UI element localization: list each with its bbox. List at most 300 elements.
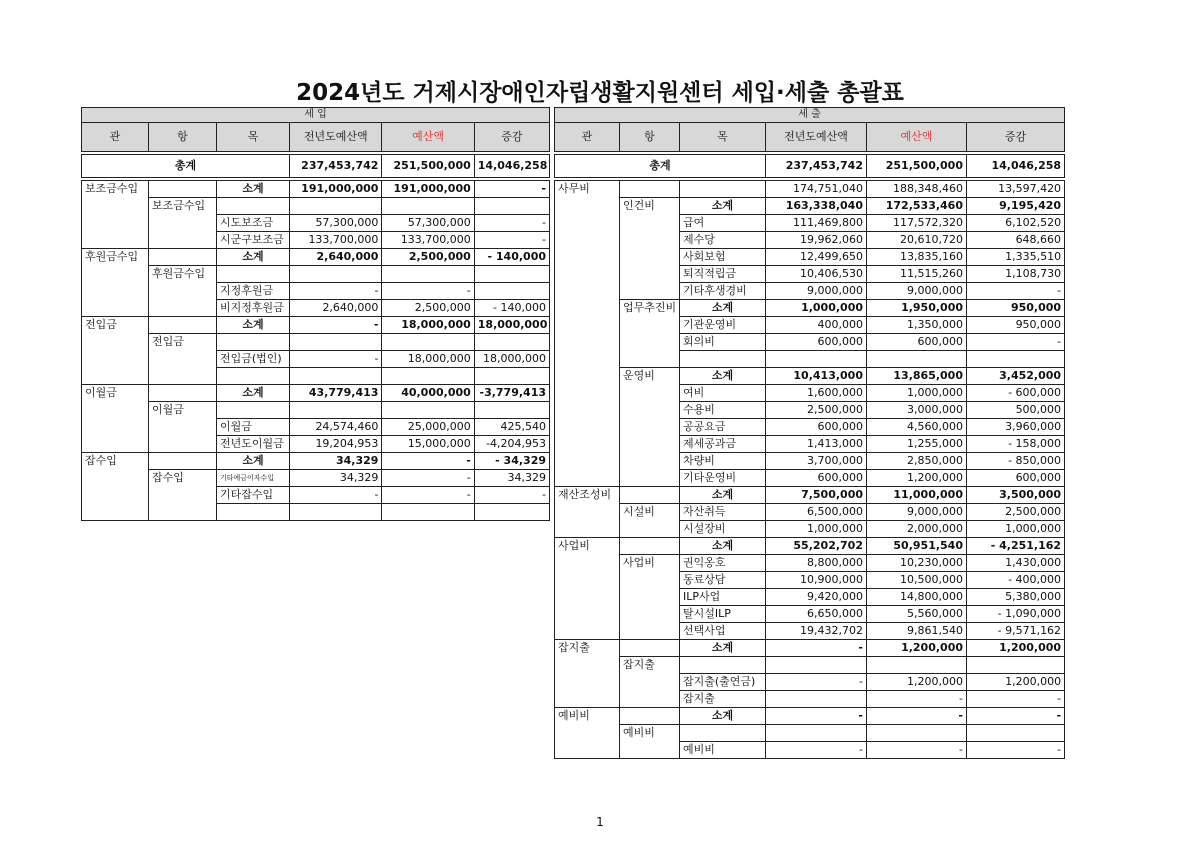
cell-mok: 전년도이월금 [216, 436, 289, 453]
cell-prev: 19,962,060 [766, 232, 867, 249]
table-row [82, 317, 550, 334]
cell-budget: 14,800,000 [867, 589, 967, 606]
cell-budget: - [867, 691, 967, 708]
table-row [82, 385, 550, 402]
cell-hang: 인건비 [620, 198, 680, 300]
cell-diff: - 400,000 [967, 572, 1065, 589]
cell-mok: 예비비 [680, 742, 766, 759]
cell-hang: 예비비 [620, 725, 680, 759]
cell-prev [290, 266, 382, 283]
table-row [82, 453, 550, 470]
cell-budget: 2,500,000 [382, 249, 474, 266]
cell-mok: 공공요금 [680, 419, 766, 436]
cell-prev: 600,000 [766, 419, 867, 436]
cell-budget: 117,572,320 [867, 215, 967, 232]
cell-gwan: 잡수입 [82, 453, 149, 521]
cell-budget: 2,850,000 [867, 453, 967, 470]
cell-mok [680, 725, 766, 742]
column-header: 목 [216, 123, 289, 152]
cell-prev [766, 725, 867, 742]
column-header: 예산액 [382, 123, 474, 152]
cell-prev: 1,600,000 [766, 385, 867, 402]
total-diff: 14,046,258 [967, 155, 1065, 178]
cell-mok [216, 368, 289, 385]
column-header: 항 [620, 123, 680, 152]
cell-budget: 25,000,000 [382, 419, 474, 436]
total-prev: 237,453,742 [290, 155, 382, 178]
cell-prev: 6,500,000 [766, 504, 867, 521]
cell-gwan: 이월금 [82, 385, 149, 453]
cell-hang: 전입금 [148, 334, 216, 385]
column-header: 증감 [474, 123, 549, 152]
cell-diff: -3,779,413 [474, 385, 549, 402]
cell-mok: 소계 [216, 317, 289, 334]
cell-prev: 1,000,000 [766, 300, 867, 317]
cell-diff: - [474, 181, 549, 198]
cell-mok: 소계 [680, 708, 766, 725]
cell-diff [474, 198, 549, 215]
cell-prev: 3,700,000 [766, 453, 867, 470]
cell-gwan: 사업비 [555, 538, 620, 640]
cell-mok [216, 266, 289, 283]
cell-prev [290, 368, 382, 385]
cell-budget: 9,861,540 [867, 623, 967, 640]
cell-hang: 잡지출 [620, 657, 680, 708]
cell-diff: - 4,251,162 [967, 538, 1065, 555]
table-row [555, 368, 1065, 385]
cell-diff: 425,540 [474, 419, 549, 436]
total-budget: 251,500,000 [867, 155, 967, 178]
cell-hang: 업무추진비 [620, 300, 680, 368]
income-table [81, 107, 550, 521]
cell-budget: 1,200,000 [867, 640, 967, 657]
cell-prev: - [766, 708, 867, 725]
column-header: 전년도예산액 [290, 123, 382, 152]
cell-prev: 133,700,000 [290, 232, 382, 249]
cell-diff: - 140,000 [474, 249, 549, 266]
cell-diff [967, 657, 1065, 674]
cell-budget: 11,515,260 [867, 266, 967, 283]
cell-diff: -4,204,953 [474, 436, 549, 453]
cell-budget: 4,560,000 [867, 419, 967, 436]
cell-diff: - 850,000 [967, 453, 1065, 470]
cell-prev: - [290, 283, 382, 300]
total-budget: 251,500,000 [382, 155, 474, 178]
cell-mok: ILP사업 [680, 589, 766, 606]
cell-mok: 여비 [680, 385, 766, 402]
cell-prev [290, 198, 382, 215]
table-row [555, 504, 1065, 521]
table-row [82, 266, 550, 283]
table-row [82, 470, 550, 487]
cell-prev: 10,406,530 [766, 266, 867, 283]
cell-hang [620, 181, 680, 198]
cell-prev: 2,500,000 [766, 402, 867, 419]
cell-budget [382, 504, 474, 521]
cell-prev [766, 691, 867, 708]
cell-diff: 2,500,000 [967, 504, 1065, 521]
cell-prev: 9,000,000 [766, 283, 867, 300]
table-row [82, 334, 550, 351]
cell-mok: 급여 [680, 215, 766, 232]
cell-mok: 비지정후원금 [216, 300, 289, 317]
cell-diff: 950,000 [967, 317, 1065, 334]
cell-budget [867, 351, 967, 368]
cell-budget: 18,000,000 [382, 351, 474, 368]
cell-budget [382, 334, 474, 351]
cell-budget [382, 266, 474, 283]
cell-hang: 후원금수입 [148, 266, 216, 317]
cell-diff: 13,597,420 [967, 181, 1065, 198]
cell-diff: 500,000 [967, 402, 1065, 419]
cell-prev: - [766, 674, 867, 691]
cell-mok: 기타예금이자수입 [216, 470, 289, 487]
cell-hang [620, 487, 680, 504]
cell-mok: 자산취득 [680, 504, 766, 521]
cell-budget: 191,000,000 [382, 181, 474, 198]
cell-budget: 1,000,000 [867, 385, 967, 402]
cell-mok [216, 504, 289, 521]
cell-diff: - [967, 708, 1065, 725]
cell-gwan: 후원금수입 [82, 249, 149, 317]
cell-diff: - 1,090,000 [967, 606, 1065, 623]
cell-hang [148, 385, 216, 402]
column-header: 증감 [967, 123, 1065, 152]
cell-hang: 사업비 [620, 555, 680, 640]
cell-budget: 188,348,460 [867, 181, 967, 198]
cell-diff: 1,000,000 [967, 521, 1065, 538]
cell-budget: 11,000,000 [867, 487, 967, 504]
cell-diff: - [967, 742, 1065, 759]
cell-mok: 제세공과금 [680, 436, 766, 453]
cell-budget: 50,951,540 [867, 538, 967, 555]
cell-budget: 5,560,000 [867, 606, 967, 623]
cell-mok [680, 351, 766, 368]
total-row [555, 155, 1065, 178]
cell-prev: 400,000 [766, 317, 867, 334]
section-label: 세 출 [555, 108, 1065, 123]
cell-prev: 1,413,000 [766, 436, 867, 453]
cell-diff [474, 283, 549, 300]
cell-diff: 3,452,000 [967, 368, 1065, 385]
cell-diff [967, 351, 1065, 368]
table-row [555, 300, 1065, 317]
cell-hang [148, 181, 216, 198]
cell-prev: 10,413,000 [766, 368, 867, 385]
cell-mok: 소계 [216, 385, 289, 402]
cell-prev: 34,329 [290, 453, 382, 470]
cell-mok [216, 334, 289, 351]
cell-prev: 43,779,413 [290, 385, 382, 402]
cell-prev: - [290, 317, 382, 334]
cell-mok: 기관운영비 [680, 317, 766, 334]
table-row [555, 657, 1065, 674]
cell-budget: - [382, 453, 474, 470]
cell-hang: 보조금수입 [148, 198, 216, 249]
cell-diff: 5,380,000 [967, 589, 1065, 606]
cell-budget: 20,610,720 [867, 232, 967, 249]
expense-table [554, 107, 1065, 759]
cell-budget [867, 657, 967, 674]
cell-gwan: 예비비 [555, 708, 620, 759]
cell-budget: 57,300,000 [382, 215, 474, 232]
cell-diff: 6,102,520 [967, 215, 1065, 232]
cell-budget: 13,835,160 [867, 249, 967, 266]
cell-mok: 기타후생경비 [680, 283, 766, 300]
cell-hang [620, 640, 680, 657]
cell-budget: 18,000,000 [382, 317, 474, 334]
cell-prev: 2,640,000 [290, 249, 382, 266]
cell-mok [216, 198, 289, 215]
column-header: 목 [680, 123, 766, 152]
cell-prev [766, 351, 867, 368]
cell-budget [867, 725, 967, 742]
cell-budget: - [382, 487, 474, 504]
cell-prev: 10,900,000 [766, 572, 867, 589]
cell-mok: 수용비 [680, 402, 766, 419]
cell-prev: 1,000,000 [766, 521, 867, 538]
cell-budget: 2,000,000 [867, 521, 967, 538]
column-header-row [82, 123, 550, 152]
cell-budget [382, 198, 474, 215]
cell-prev: 174,751,040 [766, 181, 867, 198]
section-label: 세 입 [82, 108, 550, 123]
section-header-row [555, 108, 1065, 123]
cell-budget: 1,200,000 [867, 470, 967, 487]
cell-prev: - [290, 487, 382, 504]
cell-diff: 3,960,000 [967, 419, 1065, 436]
cell-diff: 18,000,000 [474, 317, 549, 334]
cell-prev [290, 334, 382, 351]
cell-diff: - 34,329 [474, 453, 549, 470]
cell-prev: 7,500,000 [766, 487, 867, 504]
cell-mok: 지정후원금 [216, 283, 289, 300]
cell-hang [620, 708, 680, 725]
cell-gwan: 재산조성비 [555, 487, 620, 538]
cell-mok [216, 402, 289, 419]
cell-hang [148, 249, 216, 266]
cell-diff [474, 368, 549, 385]
cell-mok: 소계 [680, 487, 766, 504]
cell-prev: 19,204,953 [290, 436, 382, 453]
cell-prev: 191,000,000 [290, 181, 382, 198]
cell-prev [290, 504, 382, 521]
cell-diff: - [474, 232, 549, 249]
cell-mok: 소계 [680, 538, 766, 555]
cell-mok: 탈시설ILP [680, 606, 766, 623]
cell-diff [967, 725, 1065, 742]
column-header: 관 [555, 123, 620, 152]
cell-mok: 사회보험 [680, 249, 766, 266]
cell-budget: 172,533,460 [867, 198, 967, 215]
cell-diff: 1,108,730 [967, 266, 1065, 283]
cell-prev: 8,800,000 [766, 555, 867, 572]
cell-diff: 3,500,000 [967, 487, 1065, 504]
cell-diff: - 600,000 [967, 385, 1065, 402]
cell-diff: 648,660 [967, 232, 1065, 249]
table-row [82, 402, 550, 419]
cell-prev [766, 657, 867, 674]
column-header-row [555, 123, 1065, 152]
cell-prev: 19,432,702 [766, 623, 867, 640]
cell-gwan: 전입금 [82, 317, 149, 385]
cell-diff: 1,335,510 [967, 249, 1065, 266]
table-row [82, 249, 550, 266]
cell-mok: 회의비 [680, 334, 766, 351]
cell-gwan: 잡지출 [555, 640, 620, 708]
cell-diff: 950,000 [967, 300, 1065, 317]
cell-diff: - 158,000 [967, 436, 1065, 453]
cell-budget: 9,000,000 [867, 504, 967, 521]
cell-prev: 57,300,000 [290, 215, 382, 232]
cell-diff: 9,195,420 [967, 198, 1065, 215]
cell-prev: 111,469,800 [766, 215, 867, 232]
total-diff: 14,046,258 [474, 155, 549, 178]
cell-gwan: 사무비 [555, 181, 620, 487]
cell-diff [474, 266, 549, 283]
cell-hang [148, 453, 216, 470]
column-header: 전년도예산액 [766, 123, 867, 152]
cell-mok: 잡지출 [680, 691, 766, 708]
cell-hang: 시설비 [620, 504, 680, 538]
table-row [555, 555, 1065, 572]
cell-budget: 133,700,000 [382, 232, 474, 249]
cell-hang [620, 538, 680, 555]
cell-diff: - [967, 283, 1065, 300]
total-label: 총계 [82, 155, 290, 178]
cell-mok: 선택사업 [680, 623, 766, 640]
cell-diff [474, 334, 549, 351]
cell-prev: 9,420,000 [766, 589, 867, 606]
cell-budget: 10,500,000 [867, 572, 967, 589]
cell-budget: - [867, 708, 967, 725]
table-row [555, 640, 1065, 657]
cell-mok: 소계 [680, 368, 766, 385]
cell-prev: 24,574,460 [290, 419, 382, 436]
cell-mok [680, 181, 766, 198]
cell-prev: - [290, 351, 382, 368]
cell-budget: 1,200,000 [867, 674, 967, 691]
cell-mok: 소계 [680, 300, 766, 317]
cell-diff: 600,000 [967, 470, 1065, 487]
cell-mok: 기타잡수입 [216, 487, 289, 504]
cell-mok: 차량비 [680, 453, 766, 470]
cell-diff: - 140,000 [474, 300, 549, 317]
cell-budget: 40,000,000 [382, 385, 474, 402]
cell-budget: - [867, 742, 967, 759]
table-row [555, 487, 1065, 504]
cell-mok: 동료상담 [680, 572, 766, 589]
cell-mok: 제수당 [680, 232, 766, 249]
table-row [555, 181, 1065, 198]
cell-gwan: 보조금수입 [82, 181, 149, 249]
cell-prev: 12,499,650 [766, 249, 867, 266]
cell-diff: 18,000,000 [474, 351, 549, 368]
cell-mok: 소계 [216, 181, 289, 198]
cell-mok: 소계 [216, 249, 289, 266]
cell-budget: - [382, 470, 474, 487]
cell-hang: 운영비 [620, 368, 680, 487]
cell-prev: 163,338,040 [766, 198, 867, 215]
page-title: 2024년도 거제시장애인자립생활지원센터 세입·세출 총괄표 [296, 80, 904, 106]
cell-prev: 6,650,000 [766, 606, 867, 623]
cell-mok: 시설장비 [680, 521, 766, 538]
cell-budget: 1,950,000 [867, 300, 967, 317]
cell-budget [382, 402, 474, 419]
cell-budget [382, 368, 474, 385]
cell-diff: - [967, 691, 1065, 708]
cell-budget: 2,500,000 [382, 300, 474, 317]
cell-hang: 잡수입 [148, 470, 216, 521]
cell-mok: 전입금(법인) [216, 351, 289, 368]
column-header: 예산액 [867, 123, 967, 152]
total-label: 총계 [555, 155, 766, 178]
cell-budget: 600,000 [867, 334, 967, 351]
total-row [82, 155, 550, 178]
column-header: 항 [148, 123, 216, 152]
cell-diff: 34,329 [474, 470, 549, 487]
table-row [555, 198, 1065, 215]
cell-prev: 34,329 [290, 470, 382, 487]
cell-hang: 이월금 [148, 402, 216, 453]
table-row [555, 725, 1065, 742]
cell-budget: 9,000,000 [867, 283, 967, 300]
cell-budget: - [382, 283, 474, 300]
cell-diff [474, 402, 549, 419]
page-number: 1 [596, 815, 604, 829]
section-header-row [82, 108, 550, 123]
cell-mok: 소계 [216, 453, 289, 470]
cell-mok: 소계 [680, 640, 766, 657]
cell-mok: 시도보조금 [216, 215, 289, 232]
table-row [82, 181, 550, 198]
cell-mok [680, 657, 766, 674]
cell-prev [290, 402, 382, 419]
table-row [555, 708, 1065, 725]
cell-diff: 1,200,000 [967, 674, 1065, 691]
cell-diff: 1,430,000 [967, 555, 1065, 572]
cell-prev: 600,000 [766, 470, 867, 487]
cell-diff: - [474, 487, 549, 504]
cell-budget: 1,255,000 [867, 436, 967, 453]
cell-mok: 소계 [680, 198, 766, 215]
cell-diff: 1,200,000 [967, 640, 1065, 657]
cell-budget: 3,000,000 [867, 402, 967, 419]
cell-budget: 10,230,000 [867, 555, 967, 572]
cell-diff: - [967, 334, 1065, 351]
cell-prev: 55,202,702 [766, 538, 867, 555]
cell-budget: 15,000,000 [382, 436, 474, 453]
cell-diff [474, 504, 549, 521]
column-header: 관 [82, 123, 149, 152]
cell-prev: - [766, 742, 867, 759]
cell-hang [148, 317, 216, 334]
cell-prev: - [766, 640, 867, 657]
cell-mok: 기타운영비 [680, 470, 766, 487]
cell-mok: 퇴직적립금 [680, 266, 766, 283]
cell-mok: 잡지출(출연금) [680, 674, 766, 691]
cell-budget: 1,350,000 [867, 317, 967, 334]
cell-diff: - [474, 215, 549, 232]
cell-mok: 이월금 [216, 419, 289, 436]
cell-prev: 600,000 [766, 334, 867, 351]
table-row [82, 198, 550, 215]
cell-diff: - 9,571,162 [967, 623, 1065, 640]
total-prev: 237,453,742 [766, 155, 867, 178]
cell-budget: 13,865,000 [867, 368, 967, 385]
cell-prev: 2,640,000 [290, 300, 382, 317]
cell-mok: 권익옹호 [680, 555, 766, 572]
